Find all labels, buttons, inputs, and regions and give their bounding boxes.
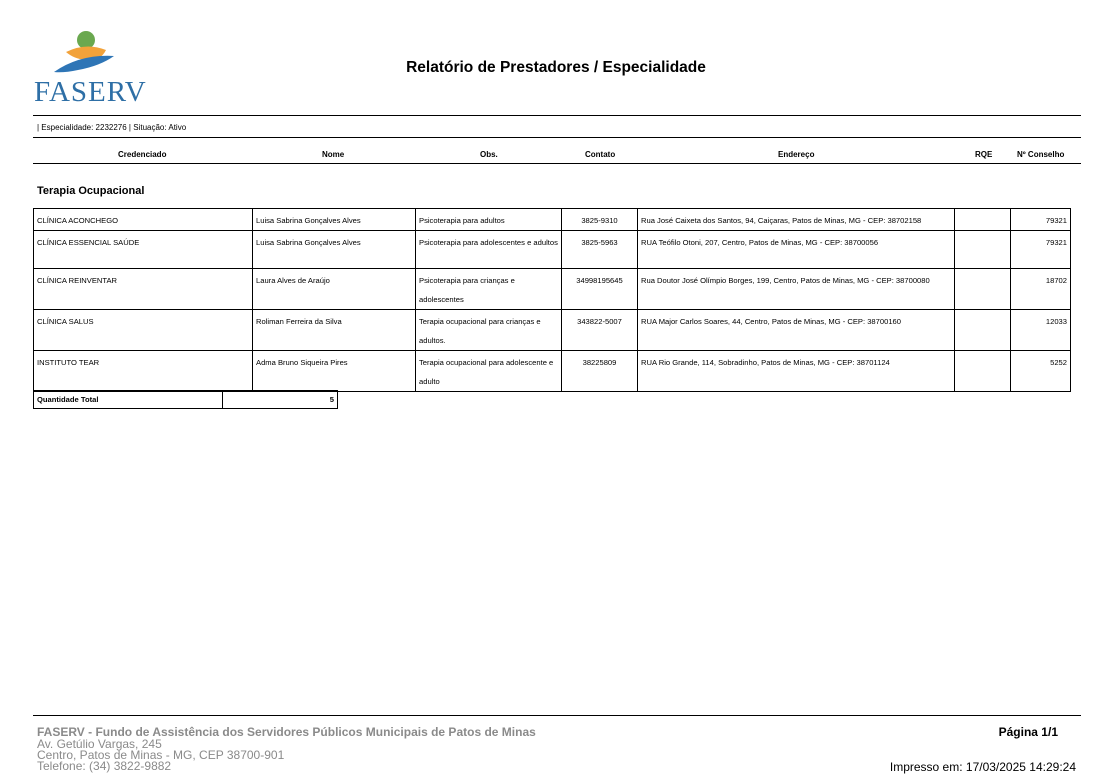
section-title: Terapia Ocupacional <box>37 185 145 197</box>
cell-obs: Psicoterapia para adolescentes e adultos <box>416 231 562 269</box>
cell-nome: Roliman Ferreira da Silva <box>253 310 416 351</box>
cell-nome: Adma Bruno Siqueira Pires <box>253 351 416 392</box>
table-row <box>34 269 1071 310</box>
filter-info: | Especialidade: 2232276 | Situação: Ativo <box>37 123 187 132</box>
cell-endereco: RUA Rio Grande, 114, Sobradinho, Patos de Minas, MG - CEP: 38701124 <box>638 351 955 392</box>
cell-endereco: Rua Doutor José Olímpio Borges, 199, Centro, Patos de Minas, MG - CEP: 38700080 <box>638 269 955 310</box>
cell-contato: 3825-9310 <box>562 209 638 231</box>
faserv-logo <box>30 28 145 108</box>
cell-conselho: 79321 <box>1011 231 1071 269</box>
cell-obs: Terapia ocupacional para adolescente e adulto <box>416 351 562 392</box>
cell-endereco: RUA Major Carlos Soares, 44, Centro, Patos de Minas, MG - CEP: 38700160 <box>638 310 955 351</box>
cell-contato: 34998195645 <box>562 269 638 310</box>
cell-conselho: 12033 <box>1011 310 1071 351</box>
cell-endereco: RUA Teófilo Otoni, 207, Centro, Patos de Minas, MG - CEP: 38700056 <box>638 231 955 269</box>
cell-rqe <box>955 231 1011 269</box>
cell-endereco: Rua José Caixeta dos Santos, 94, Caiçaras, Patos de Minas, MG - CEP: 38702158 <box>638 209 955 231</box>
table-row <box>34 209 1071 231</box>
cell-rqe <box>955 351 1011 392</box>
cell-conselho: 5252 <box>1011 351 1071 392</box>
cell-nome: Luisa Sabrina Gonçalves Alves <box>253 209 416 231</box>
divider <box>33 137 1081 138</box>
cell-credenciado: CLÍNICA ACONCHEGO <box>34 209 253 231</box>
cell-rqe <box>955 310 1011 351</box>
divider <box>33 115 1081 116</box>
page-number: Página 1/1 <box>998 725 1058 739</box>
total-label: Quantidade Total <box>34 391 223 409</box>
footer-phone: Telefone: (34) 3822-9882 <box>37 759 172 773</box>
total-value: 5 <box>223 391 338 409</box>
cell-contato: 3825-5963 <box>562 231 638 269</box>
cell-rqe <box>955 269 1011 310</box>
cell-contato: 343822-5007 <box>562 310 638 351</box>
cell-credenciado: CLÍNICA ESSENCIAL SAÚDE <box>34 231 253 269</box>
footer-org: FASERV - Fundo de Assistência dos Servidores Públicos Municipais de Patos de Minas <box>37 725 536 739</box>
cell-obs: Terapia ocupacional para crianças e adultos. <box>416 310 562 351</box>
cell-rqe <box>955 209 1011 231</box>
col-conselho: Nº Conselho <box>1017 150 1065 159</box>
col-nome: Nome <box>322 150 345 159</box>
cell-nome: Laura Alves de Araújo <box>253 269 416 310</box>
divider <box>33 163 1081 164</box>
logo-text: FASERV <box>34 76 147 108</box>
table-row <box>34 310 1071 351</box>
col-rqe: RQE <box>975 150 993 159</box>
col-endereco: Endereço <box>778 150 815 159</box>
col-contato: Contato <box>585 150 616 159</box>
col-obs: Obs. <box>480 150 498 159</box>
cell-credenciado: INSTITUTO TEAR <box>34 351 253 392</box>
table-row <box>34 231 1071 269</box>
report-title: Relatório de Prestadores / Especialidade <box>406 59 706 76</box>
cell-obs: Psicoterapia para crianças e adolescentes <box>416 269 562 310</box>
cell-credenciado: CLÍNICA REINVENTAR <box>34 269 253 310</box>
cell-nome: Luisa Sabrina Gonçalves Alves <box>253 231 416 269</box>
cell-obs: Psicoterapia para adultos <box>416 209 562 231</box>
footer-address2: Centro, Patos de Minas - MG, CEP 38700-901 <box>37 748 285 762</box>
cell-credenciado: CLÍNICA SALUS <box>34 310 253 351</box>
total-table <box>33 390 338 409</box>
cell-conselho: 18702 <box>1011 269 1071 310</box>
cell-conselho: 79321 <box>1011 209 1071 231</box>
divider <box>33 715 1081 716</box>
table-row <box>34 351 1071 392</box>
col-credenciado: Credenciado <box>118 150 167 159</box>
cell-contato: 38225809 <box>562 351 638 392</box>
providers-table <box>33 208 1071 392</box>
printed-date: Impresso em: 17/03/2025 14:29:24 <box>889 760 1076 774</box>
footer-address1: Av. Getúlio Vargas, 245 <box>37 737 162 751</box>
